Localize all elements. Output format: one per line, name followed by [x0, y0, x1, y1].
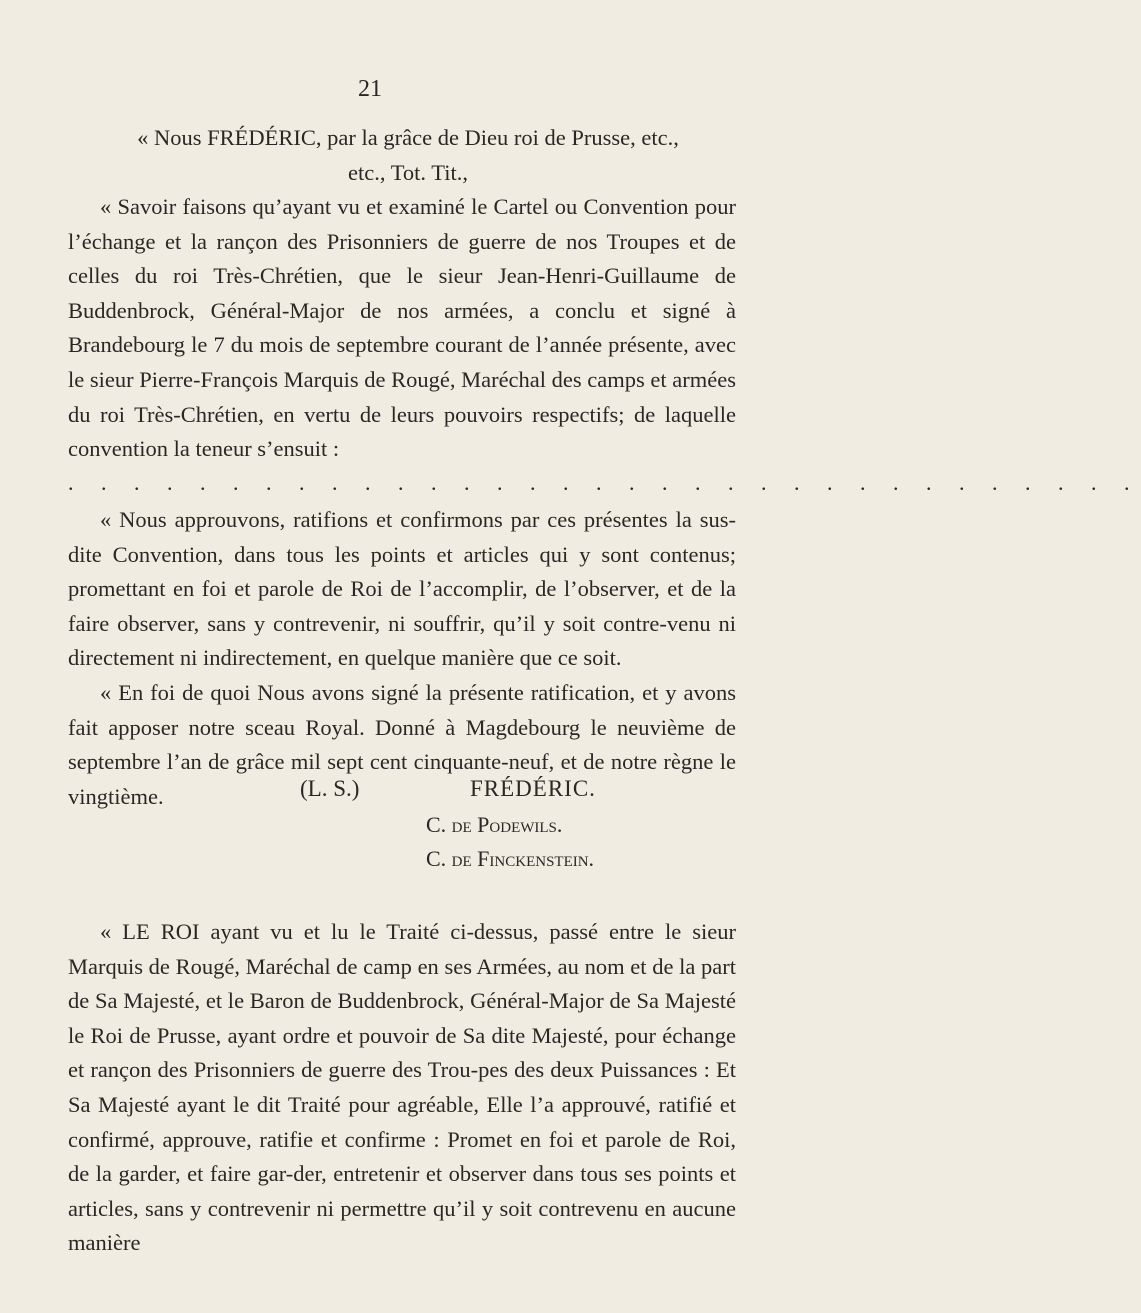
paragraph-opening: « Nous FRÉDÉRIC, par la grâce de Dieu roi de Prusse, etc., etc., Tot. Tit.,	[137, 125, 679, 185]
signature-podewils: C. de Podewils.	[426, 812, 563, 837]
page-number: 21	[358, 76, 382, 102]
signature-finckenstein: C. de Finckenstein.	[426, 846, 595, 871]
seal-mark: (L. S.)	[300, 776, 360, 801]
ellipsis-row: . . . . . . . . . . . . . . . . . . . . . . . . . . . . . . . . .	[68, 470, 1141, 495]
paragraph-savoir-faisons: « Savoir faisons qu’ayant vu et examiné le Cartel ou Convention pour l’échange et la rançon des Prisonniers de guerre de nos Troupes et de celles du roi Très-Chrétien, que le sieur Jean-Henri-Guillaume de Buddenbrock, Général-Major de nos armées, a conclu et signé à Brandebourg le 7 du mois de septembre courant de l’année présente, avec le sieur Pierre-François Marquis de Rougé, Maréchal des camps et armées du roi Très-Chrétien, en vertu de leurs pouvoirs respectifs; de laquelle convention la teneur s’ensuit :	[68, 194, 736, 462]
paragraph-en-foi: « En foi de quoi Nous avons signé la présente ratification, et y avons fait apposer notre sceau Royal. Donné à Magdebourg le neuvième de septembre l’an de grâce mil sept cent cinquante-neuf, et de notre règne le vingtième.	[68, 680, 736, 809]
paragraph-approuvons: « Nous approuvons, ratifions et confirmons par ces présentes la sus-dite Convention, dans tous les points et articles qui y sont contenus; promettant en foi et parole de Roi de l’accomplir, de l’observer, et de la faire observer, sans y contrevenir, ni souffrir, qu’il y soit contre-venu ni directement ni indirectement, en quelque manière que ce soit.	[68, 507, 736, 671]
paragraph-le-roi: « LE ROI ayant vu et lu le Traité ci-dessus, passé entre le sieur Marquis de Rougé, Maréchal de camp en ses Armées, au nom et de la part de Sa Majesté, et le Baron de Buddenbrock, Général-Major de Sa Majesté le Roi de Prusse, ayant ordre et pouvoir de Sa dite Majesté, pour échange et rançon des Prisonniers de guerre des Trou-pes des deux Puissances : Et Sa Majesté ayant le dit Traité pour agréable, Elle l’a approuvé, ratifié et confirmé, approuve, ratifie et confirme : Promet en foi et parole de Roi, de la garder, et faire gar-der, entretenir et observer dans tous ses points et articles, sans y contrevenir ni permettre qu’il y soit contrevenu en aucune manière	[68, 919, 736, 1256]
signature-king: FRÉDÉRIC.	[470, 776, 596, 801]
